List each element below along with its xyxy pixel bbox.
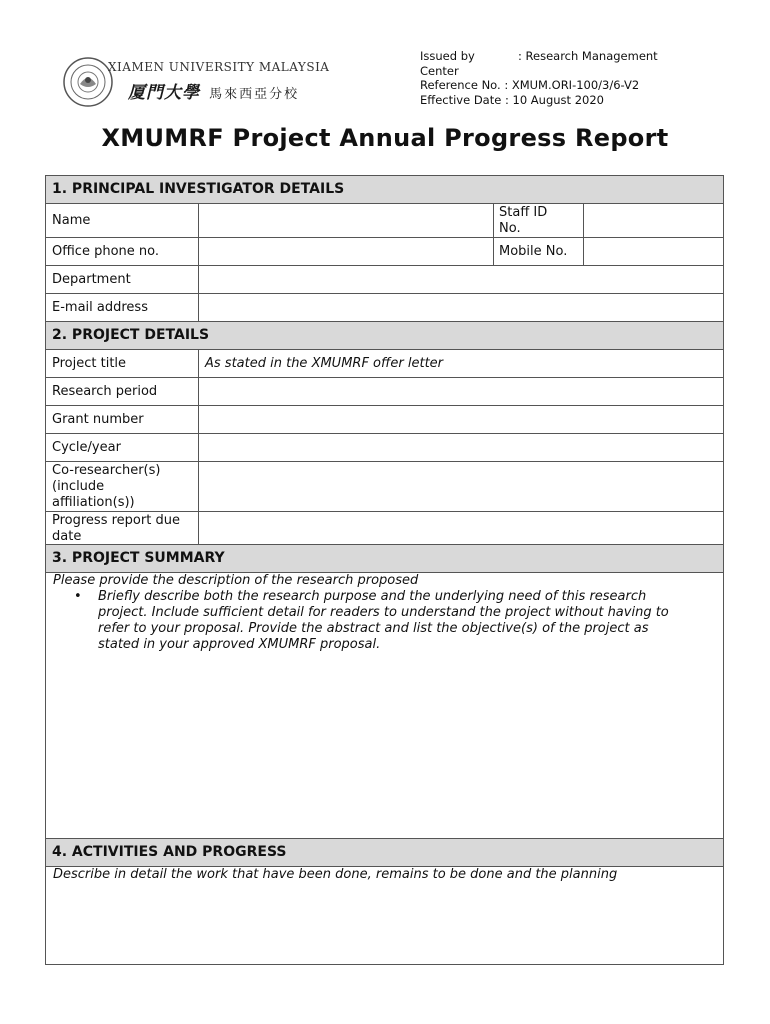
activities-instruction: Describe in detail the work that have been done, remains to be done and the planning [53,867,618,882]
mobile-input[interactable] [584,238,723,265]
grant-number-input[interactable] [199,406,723,433]
research-period-label: Research period [52,384,158,399]
mobile-label: Mobile No. [499,244,568,259]
university-name-en: XIAMEN UNIVERSITY MALAYSIA [108,60,330,74]
section-1-heading: 1. PRINCIPAL INVESTIGATOR DETAILS [46,176,723,204]
meta-issued-by-value: : Research Management [518,49,658,63]
office-phone-label: Office phone no. [52,244,159,259]
meta-issued-by-key: Issued by [420,49,475,63]
staff-id-label-line1: Staff ID [499,205,548,220]
meta-effective-date-value: 10 August 2020 [512,92,604,107]
research-period-input[interactable] [199,378,723,405]
progress-due-label-line2: date [52,529,82,544]
staff-id-label-line2: No. [499,221,521,236]
divider-col-section2 [198,350,199,545]
meta-reference-value: XMUM.ORI-100/3/6-V2 [511,78,640,92]
progress-due-label-line1: Progress report due [52,513,180,528]
progress-due-input[interactable] [199,512,723,544]
university-name-cn [128,78,299,103]
meta-reference [420,78,658,93]
section-3-heading: 3. PROJECT SUMMARY [46,545,723,573]
meta-reference-key: Reference No. : [420,78,509,92]
summary-bullet-line-4: stated in your approved XMUMRF proposal. [98,637,381,652]
divider-col-1 [198,204,199,322]
bullet-dot-icon: • [74,589,82,604]
meta-effective-date [420,93,658,108]
department-input[interactable] [199,266,723,293]
cycle-year-label: Cycle/year [52,440,121,455]
section-2-heading: 2. PROJECT DETAILS [46,322,723,350]
department-label: Department [52,272,131,287]
co-researcher-label-line3: affiliation(s)) [52,495,135,510]
document-title: XMUMRF Project Annual Progress Report [101,124,669,152]
project-title-label: Project title [52,356,127,371]
grant-number-label: Grant number [52,412,144,427]
co-researcher-label-line1: Co-researcher(s) [52,463,161,478]
email-label: E-mail address [52,300,148,315]
divider-col-3 [583,204,584,266]
summary-bullet-line-3: refer to your proposal. Provide the abstract and list the objective(s) of the project as [98,621,649,636]
staff-id-input[interactable] [584,204,723,237]
summary-bullet-line-1: Briefly describe both the research purpose and the underlying need of this research [98,589,647,604]
summary-bullet [74,589,714,653]
meta-center [420,64,658,79]
university-name-cn-sub: 馬來西亞分校 [209,87,300,102]
progress-report-form [45,175,724,965]
co-researcher-input[interactable] [199,462,723,511]
university-name-cn-main: 厦門大學 [128,83,200,103]
document-meta [420,49,658,107]
co-researcher-label-line2: (include [52,479,105,494]
university-seal-logo [62,56,114,108]
divider-col-2 [493,204,494,266]
office-phone-input[interactable] [199,238,493,265]
project-title-hint[interactable]: As stated in the XMUMRF offer letter [205,356,444,371]
cycle-year-input[interactable] [199,434,723,461]
meta-effective-date-key: Effective Date : [420,92,509,107]
name-input[interactable] [199,204,493,237]
meta-issued-by [420,49,658,64]
section-4-heading: 4. ACTIVITIES AND PROGRESS [46,839,723,867]
name-label: Name [52,213,91,228]
meta-center-key: Center [420,63,459,78]
email-input[interactable] [199,294,723,321]
summary-instruction: Please provide the description of the research proposed [53,573,419,588]
summary-bullet-line-2: project. Include sufficient detail for readers to understand the project without having to [98,605,669,620]
